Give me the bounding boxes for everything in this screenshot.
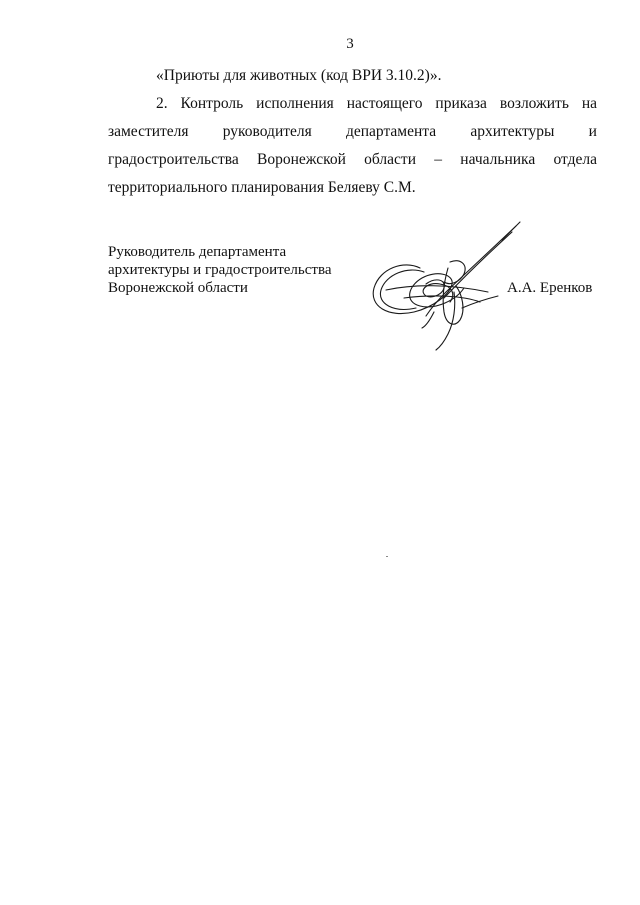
paragraph-2-line [108,146,597,174]
handwritten-signature [364,212,524,352]
scan-speck [386,556,388,557]
word: настоящего [346,95,423,112]
word: области [364,151,416,168]
word: архитектуры [470,123,555,140]
signatory-title [108,243,331,297]
word: заместителя [108,123,189,140]
word: на [581,95,597,112]
word: и [588,123,597,140]
paragraph-2-line [108,90,597,118]
word: Контроль [180,95,244,112]
word: – [434,151,443,168]
word: возложить [499,95,569,112]
paragraph-2-line [108,174,597,202]
word: градостроительства [108,151,239,168]
signatory-title-line: Воронежской области [108,280,248,296]
word: приказа [435,95,487,112]
word: исполнения [256,95,334,112]
word: отдела [553,151,597,168]
signatory-title-line: архитектуры и градостроительства [108,262,332,278]
word: Воронежской [257,151,346,168]
word: департамента [345,123,437,140]
signer-name: А.А. Еренков [507,280,593,296]
page-number: 3 [346,36,354,52]
word: территориального планирования Беляеву С.М. [108,179,416,196]
paragraph-2-line [108,118,597,146]
paragraph-2 [108,90,597,202]
word: руководителя [222,123,312,140]
paragraph-1: «Приюты для животных (код ВРИ 3.10.2)». [156,67,442,84]
signatory-title-line: Руководитель департамента [108,244,287,260]
word: 2. [156,95,168,112]
word: начальника [460,151,536,168]
